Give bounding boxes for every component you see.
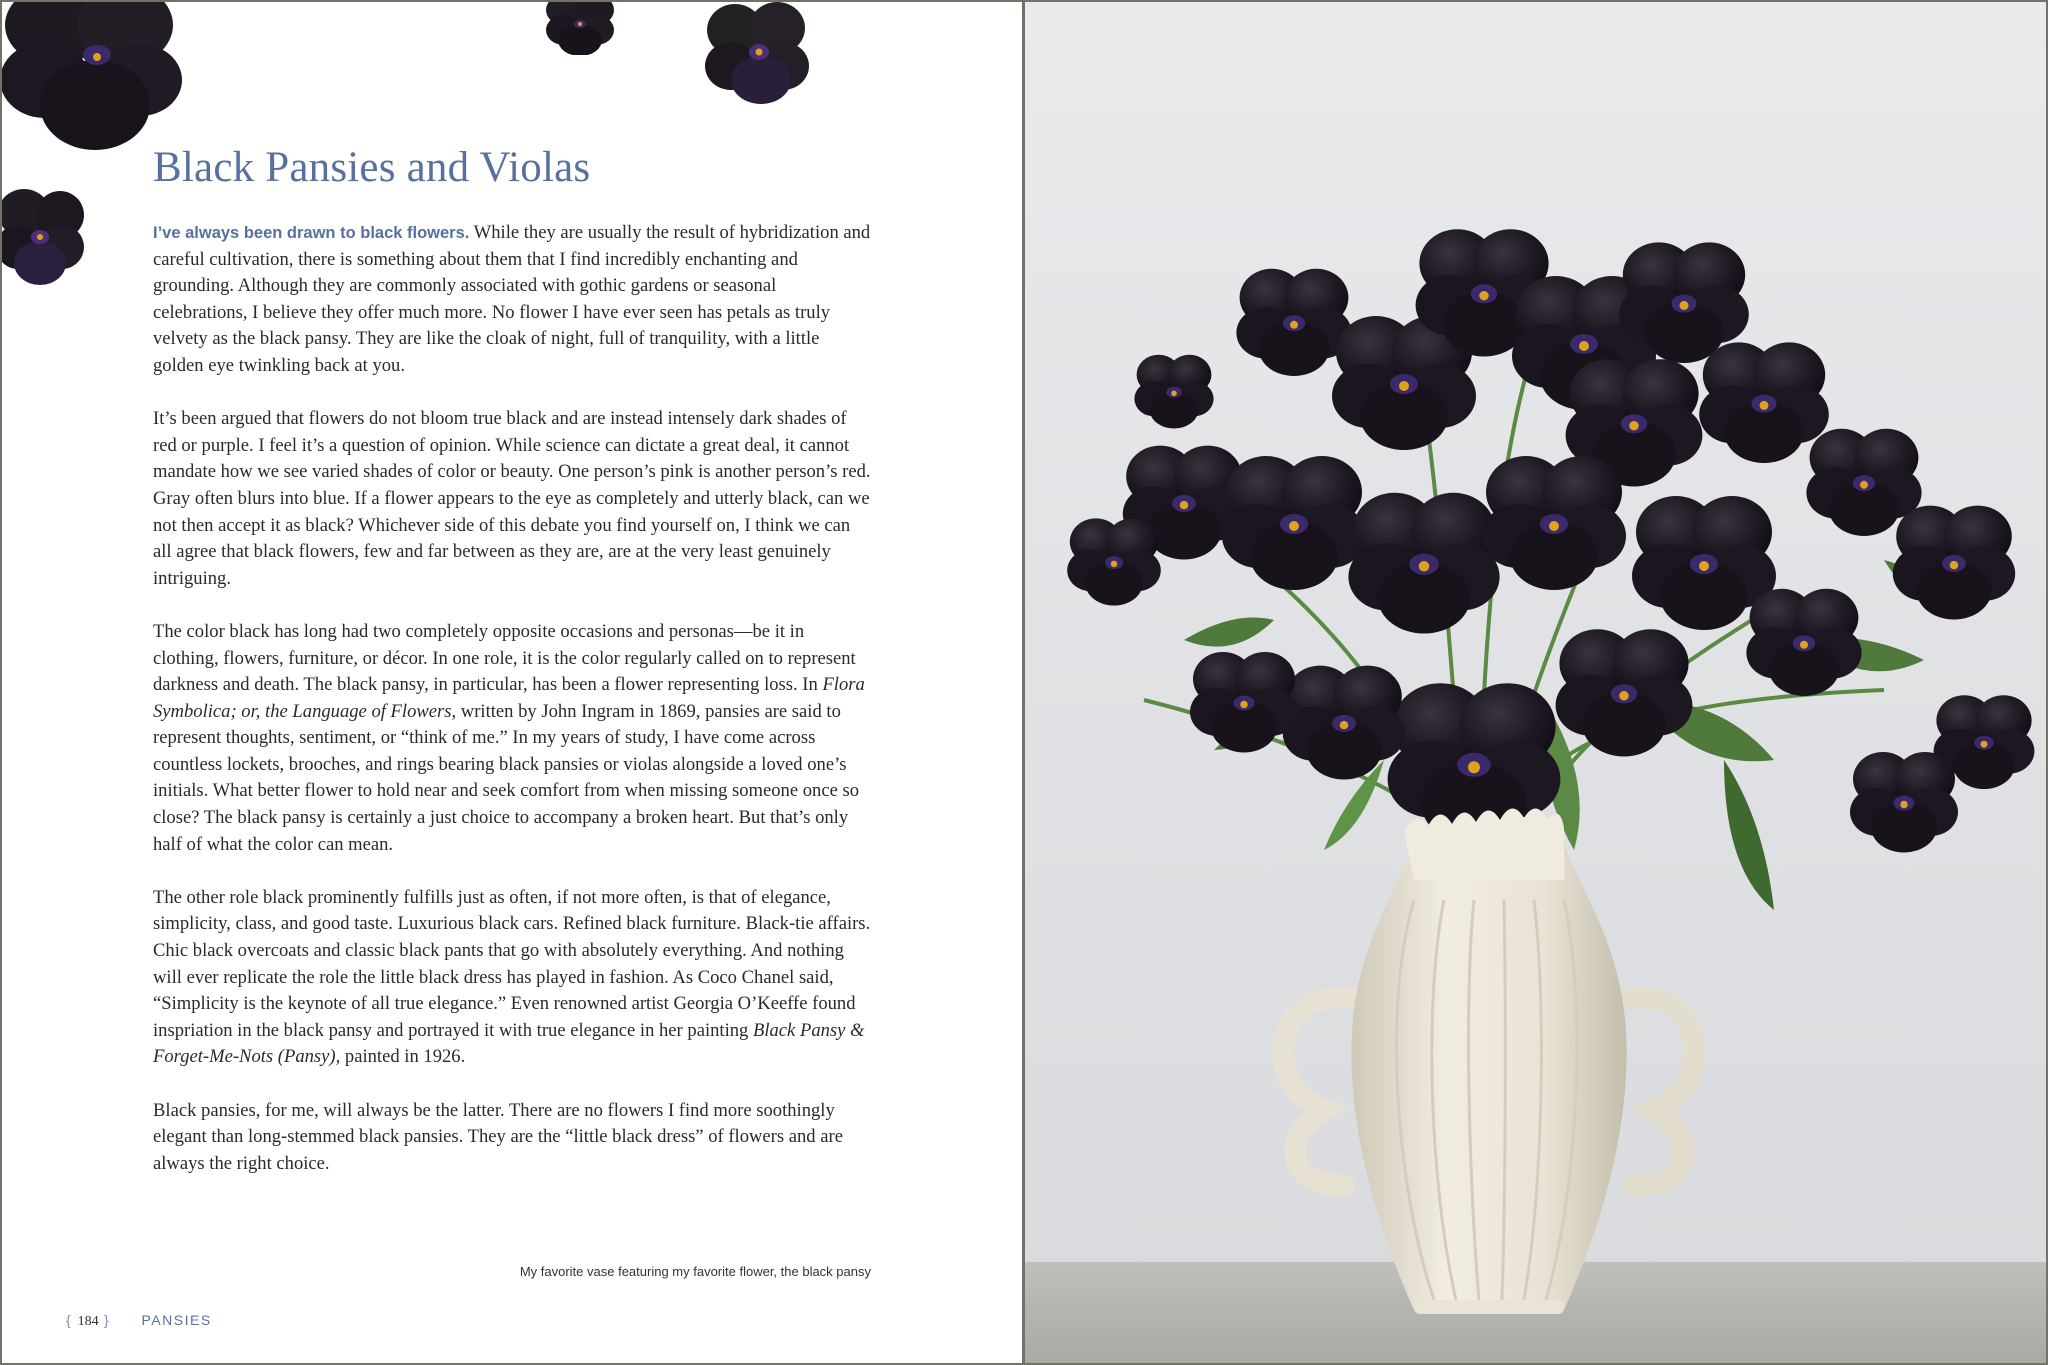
paragraph-1 — [153, 220, 873, 380]
paragraph-3-text-a: The color black has long had two completely opposite occasions and personas—be it in clothing, flowers, furniture, or décor. In one role, it is the color regularly called on to represent darkness and death. The black pansy, in particular, has been a flower representing loss. In — [153, 620, 856, 696]
lead-sentence: I’ve always been drawn to black flowers. — [153, 224, 470, 242]
paragraph-4-text-a: The other role black prominently fulfills just as often, if not more often, is that of elegance, simplicity, class, and good taste. Luxurious black cars. Refined black furniture. Black-tie affairs. Chic black overcoats and classic black pants that go with absolutely everything. And nothing will ever replicate the role the little black dress has played in fashion. As Coco Chanel said, “Simplicity is the keynote of all true elegance.” Even renowned artist Georgia O’Keeffe found inspriation in the black pansy and portrayed it with true elegance in her painting — [153, 886, 871, 1041]
frame-left — [0, 0, 2, 1365]
pansy-decoration-left-icon — [0, 180, 90, 290]
paragraph-3 — [153, 619, 873, 858]
bouquet-photo — [1024, 0, 2048, 1365]
page-number: 184 — [77, 1314, 99, 1329]
page-title: Black Pansies and Violas — [153, 144, 591, 191]
paragraph-4 — [153, 885, 873, 1071]
book-title-flora-symbolica: Flora Symbolica; or, the Language of Flowers, — [153, 674, 865, 722]
article-body — [153, 220, 873, 1204]
page-folio — [66, 1312, 212, 1330]
pansy-decoration-top-left-icon — [0, 0, 200, 150]
painting-title: Black Pansy & Forget-Me-Nots (Pansy), — [153, 1019, 865, 1068]
paragraph-1-text: While they are usually the result of hybridization and careful cultivation, there is something about them that I find incredibly enchanting and grounding. Although they are commonly associated with gothic gardens or seasonal celebrations, I believe they offer much more. No flower I have ever seen has petals as truly velvety as the black pansy. They are like the cloak of night, full of tranquility, with a little golden eye twinkling back at you. — [153, 222, 871, 376]
gutter-divider — [1022, 0, 1025, 1365]
black-pansy-bouquet-icon — [1067, 229, 2034, 852]
folio-open-brace: { — [66, 1312, 73, 1328]
photo-caption: My favorite vase featuring my favorite flower, the black pansy — [519, 1264, 871, 1279]
pansy-decoration-top-center-icon — [540, 0, 620, 55]
white-ceramic-vase-icon — [1283, 808, 1695, 1314]
paragraph-4-text-b: painted in 1926. — [340, 1046, 466, 1068]
pansy-decoration-top-right-icon — [700, 0, 815, 108]
section-name: PANSIES — [141, 1312, 212, 1328]
paragraph-2: It’s been argued that flowers do not bloom true black and are instead intensely dark shades of red or purple. I feel it’s a question of opinion. While science can dictate a great deal, it cannot mandate how we see varied shades of color or beauty. One person’s pink is another person’s red. Gray often blurs into blue. If a flower appears to the eye as completely and utterly black, can we not then accept it as black? Whichever side of this debate you find yourself on, I think we can all agree that black flowers, few and far between as they are, are at the very least genuinely intriguing. — [153, 408, 871, 589]
frame-top — [0, 0, 2048, 2]
paragraph-5: Black pansies, for me, will always be the latter. There are no flowers I find more soothingly elegant than long-stemmed black pansies. They are the “little black dress” of flowers and are always the right choice. — [153, 1099, 843, 1174]
folio-close-brace: } — [103, 1312, 111, 1328]
photo-page — [1024, 0, 2048, 1365]
paragraph-3-text-b: written by John Ingram in 1869, pansies are said to represent thoughts, sentiment, or “think of me.” In my years of study, I have come across countless lockets, brooches, and rings bearing black pansies or violas alongside a loved one’s initials. What better flower to hold near and seek comfort from when missing someone once so close? The black pansy is certainly a just choice to accompany a broken heart. But that’s only half of what the color can mean. — [153, 700, 860, 855]
